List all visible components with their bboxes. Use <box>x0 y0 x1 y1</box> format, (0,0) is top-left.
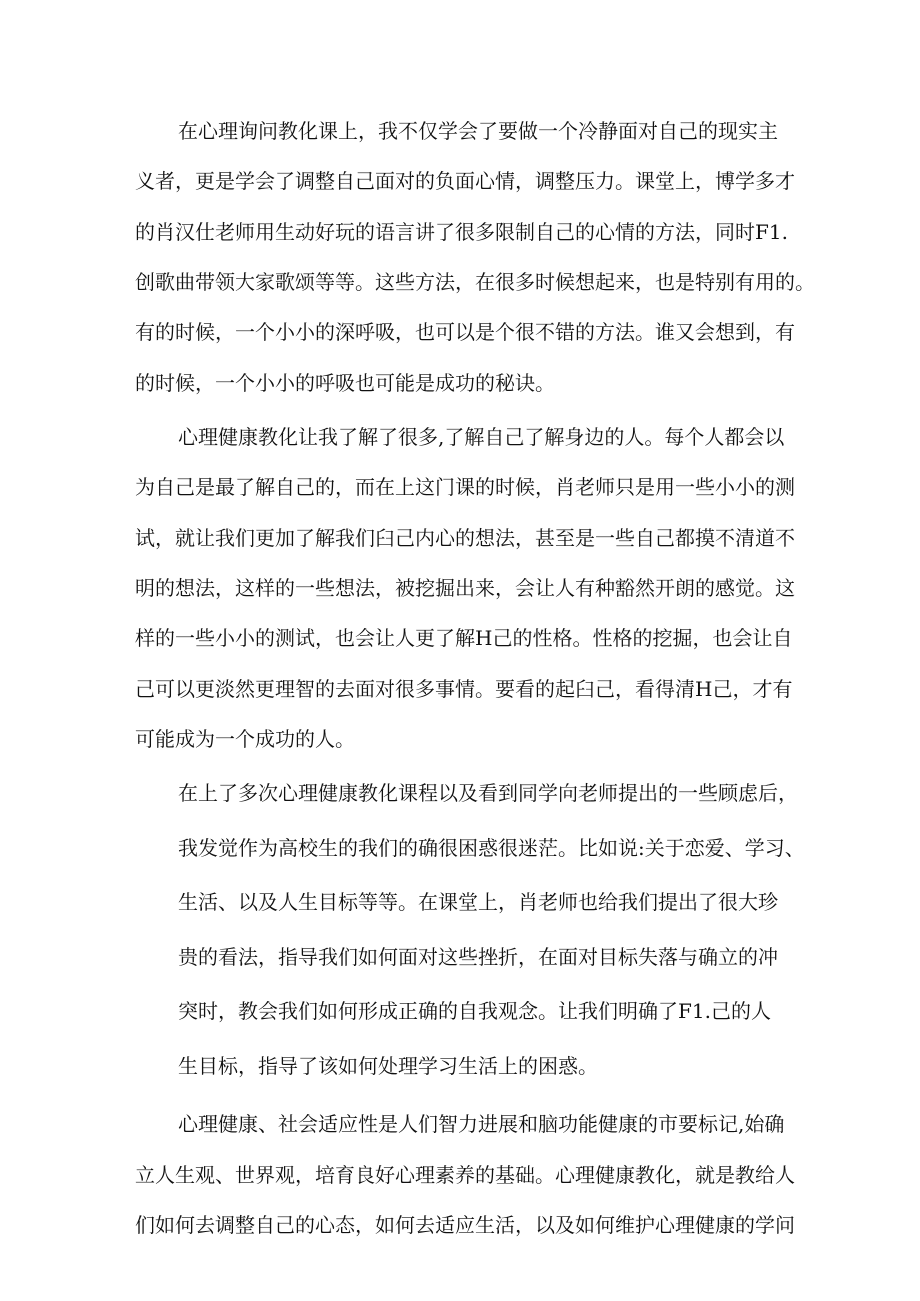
paragraph-line: 有的时候，一个小小的深呼吸，也可以是个很不错的方法。谁又会想到，有 <box>135 320 795 344</box>
paragraph-line: 的肖汉仕老师用生动好玩的语言讲了很多限制自己的心情的方法，同时F1. <box>135 220 788 244</box>
paragraph-line: 心理健康教化让我了解了很多,了解自己了解身边的人。每个人都会以 <box>178 425 785 449</box>
paragraph-line: 己可以更淡然更理智的去面对很多事情。要看的起臼己，看得清H己，才有 <box>135 677 793 701</box>
paragraph-line: 明的想法，这样的一些想法，被挖掘出来，会让人有种豁然开朗的感觉。这 <box>135 576 795 600</box>
paragraph-line: 突时，教会我们如何形成正确的自我观念。让我们明确了F1.己的人 <box>178 999 771 1023</box>
paragraph-line: 在心理询问教化课上，我不仅学会了要做一个冷静面对自己的现实主 <box>178 119 778 143</box>
paragraph-line: 创歌曲带领大家歌颂等等。这些方法，在很多时候想起来，也是特别有用的。 <box>135 270 815 294</box>
paragraph-line: 在上了多次心理健康教化课程以及看到同学向老师提出的一些顾虑后， <box>178 781 798 805</box>
paragraph-line: 生目标，指导了该如何处理学习生活上的困惑。 <box>178 1054 598 1078</box>
paragraph-line: 们如何去调整自己的心态，如何去适应生活，以及如何维护心理健康的学问 <box>135 1213 795 1237</box>
paragraph-line: 为自己是最了解自己的，而在上这门课的时候，肖老师只是用一些小小的测 <box>135 475 795 499</box>
paragraph-line: 可能成为一个成功的人。 <box>135 727 355 751</box>
paragraph-line: 试，就让我们更加了解我们臼己内心的想法，甚至是一些自己都摸不清道不 <box>135 526 795 550</box>
paragraph-line: 义者，更是学会了调整自己面对的负面心情，调整压力。课堂上，博学多才 <box>135 169 795 193</box>
paragraph-line: 生活、以及人生目标等等。在课堂上，肖老师也给我们提出了很大珍 <box>178 890 778 914</box>
paragraph-line: 的时候，一个小小的呼吸也可能是成功的秘诀。 <box>135 371 555 395</box>
paragraph-line: 样的一些小小的测试，也会让人更了解H己的性格。性格的挖掘，也会让自 <box>135 626 793 650</box>
paragraph-line: 我发觉作为高校生的我们的确很困惑很迷茫。比如说:关于恋爱、学习、 <box>178 836 805 860</box>
paragraph-line: 心理健康、社会适应性是人们智力进展和脑功能健康的市要标记,始确 <box>178 1112 785 1136</box>
paragraph-line: 贵的看法，指导我们如何面对这些挫折，在面对目标失落与确立的冲 <box>178 945 778 969</box>
paragraph-line: 立人生观、世界观，培育良好心理素养的基础。心理健康教化，就是教给人 <box>135 1163 795 1187</box>
